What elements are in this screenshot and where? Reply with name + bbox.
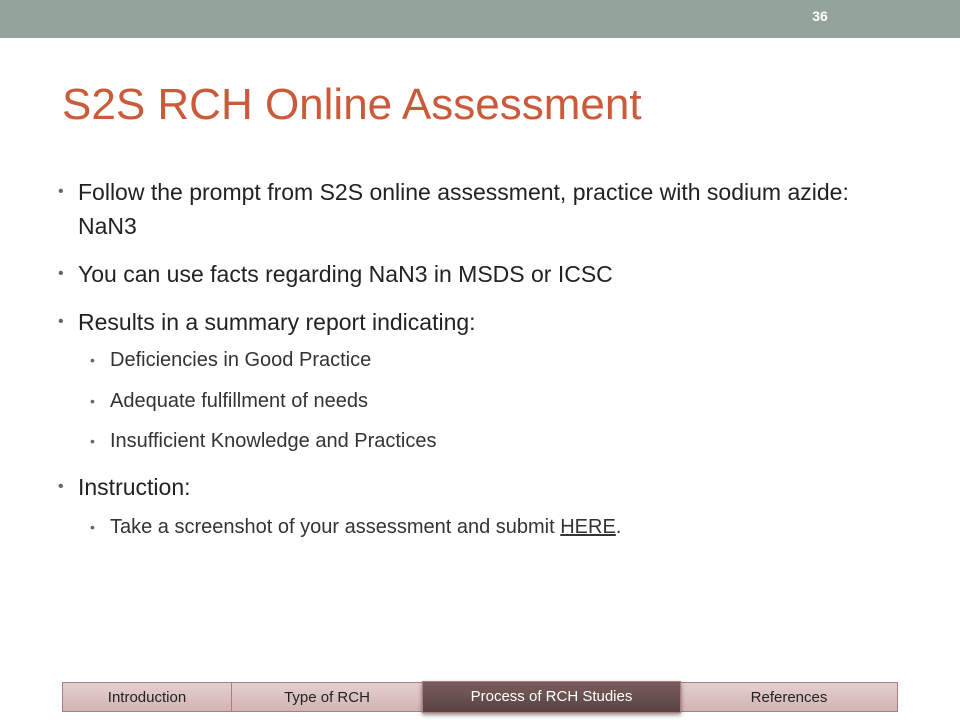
sub-bullet-item (82, 514, 898, 540)
bullet-icon: • (58, 183, 64, 200)
sub-bullet-end: . (615, 516, 622, 538)
bullet-text: Results in a summary report indicating: (78, 309, 476, 335)
bullet-item (58, 305, 898, 339)
bullet-item (58, 175, 898, 243)
sub-bullet-text: Deficiencies in Good Practice (110, 349, 372, 371)
sub-bullet-text: Adequate fulfillment of needs (110, 390, 368, 412)
bullet-list (58, 175, 898, 540)
nav-type-of-rch-button[interactable]: Type of RCH (231, 682, 423, 712)
bullet-icon: • (58, 478, 64, 495)
bottom-nav (62, 682, 898, 714)
bullet-icon: • (90, 352, 95, 368)
nav-process-of-rch-studies-button[interactable]: Process of RCH Studies (422, 681, 681, 713)
bullet-item (58, 470, 898, 504)
bullet-icon: • (90, 519, 95, 535)
top-bar (0, 0, 960, 38)
sub-bullet-item (82, 388, 898, 414)
slide-number: 36 (812, 8, 828, 24)
sub-bullet-item (82, 428, 898, 454)
sub-bullet-text: Insufficient Knowledge and Practices (110, 430, 437, 452)
slide-title: S2S RCH Online Assessment (62, 80, 642, 129)
bullet-text: You can use facts regarding NaN3 in MSDS or ICSC (78, 261, 613, 287)
submit-here-link[interactable]: HERE (560, 516, 616, 538)
nav-references-button[interactable]: References (680, 682, 898, 712)
sub-bullet-item (82, 347, 898, 373)
bullet-icon: • (58, 313, 64, 330)
bullet-text: Instruction: (78, 474, 191, 500)
bullet-text: Follow the prompt from S2S online assessment, practice with sodium azide: NaN3 (78, 179, 849, 239)
bullet-icon: • (58, 265, 64, 282)
bullet-icon: • (90, 393, 95, 409)
sub-bullet-text: Take a screenshot of your assessment and submit (110, 516, 561, 538)
bullet-item (58, 257, 898, 291)
bullet-icon: • (90, 433, 95, 449)
nav-introduction-button[interactable]: Introduction (62, 682, 232, 712)
